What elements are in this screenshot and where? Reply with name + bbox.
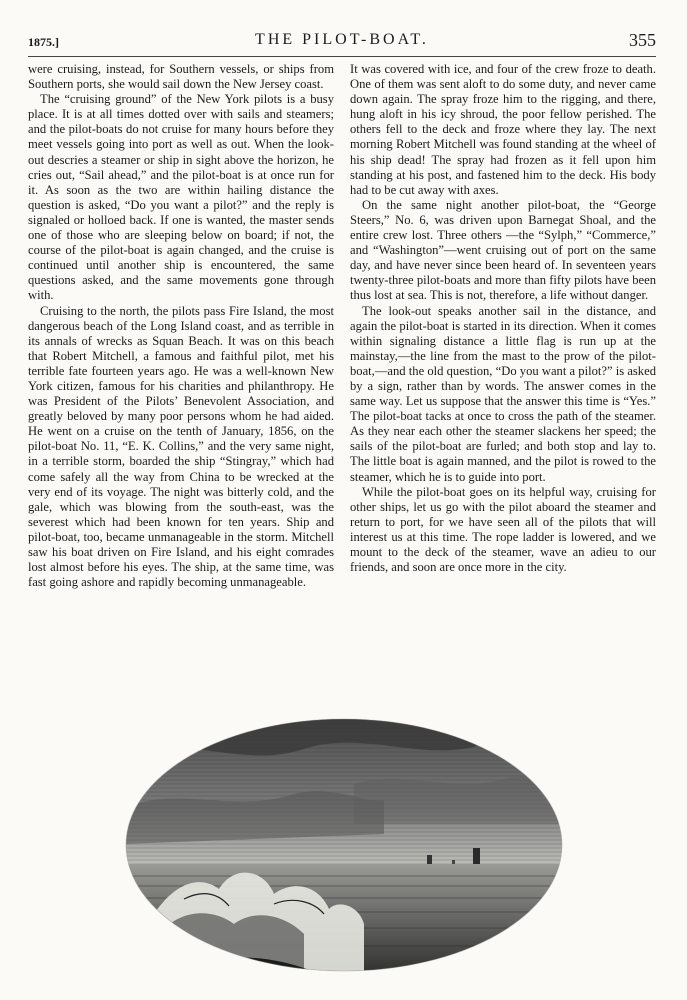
paragraph: The “cruising ground” of the New York pilots is a busy place. It is at all times dotted over with sails and steamers; and the pilot-boats do not cruise for many hours before they meet vessels going into port as well as out. When the look-out descries a steamer or ship in sight above the horizon, he cries out, “Sail ahead,” and the pilot-boat is at once run for it. As soon as the two are within hailing distance the question is asked, “Do you want a pilot?” and the reply is signaled or holloed back. If one is wanted, the master sends one of those who are sleeping below on board; if not, the course of the pilot-boat is again changed, and the cruise is continued until another ship is encountered, the same questions asked, and the same movements gone through with.: [28, 92, 334, 303]
paragraph: It was covered with ice, and four of the crew froze to death. One of them was sent aloft to do some duty, and never came down again. The spray froze him to the rigging, and there, hung aloft in his icy shroud, the poor fellow perished. The others fell to the deck and froze where they lay. The next morning Robert Mitchell was found standing at the wheel of his ship dead! The spray had frozen as it fell upon him standing at his post, and fastened him to the deck. His body had to be cut away with axes.: [350, 62, 656, 197]
paragraph: The look-out speaks another sail in the distance, and again the pilot-boat is started in its direction. When it comes within signaling distance a little flag is run up at the mainstay,—the line from the mast to the prow of the pilot-boat,—and the old question, “Do you want a pilot?” is asked by a sign, rather than by words. The answer comes in the same way. Let us suppose that the answer this time is “Yes.” The pilot-boat tacks at once to cross the path of the steamer. As they near each other the steamer slackens her speed; the sails of the pilot-boat are furled; and both stop and lay to. The little boat is again manned, and the pilot is rowed to the steamer, which he is to guide into port.: [350, 303, 656, 484]
text-columns: [28, 62, 656, 712]
paragraph: While the pilot-boat goes on its helpful way, cruising for other ships, let us go with the pilot aboard the steamer and return to port, for we have seen all of the pilots that will interest us at this time. The rope ladder is lowered, and we mount to the deck of the steamer, wave an adieu to our friends, and soon are once more in the city.: [350, 484, 656, 575]
header-title: THE PILOT-BOAT.: [255, 31, 429, 48]
paragraph: On the same night another pilot-boat, the “George Steers,” No. 6, was driven upon Barnegat Shoal, and the entire crew lost. Three others —the “Sylph,” “Commerce,” and “Washington”—went cruising out of port on the same day, and have never since been heard of. In seventeen years twenty-three pilot-boats and more than fifty pilots have been thus lost at sea. This is not, therefore, a life without danger.: [350, 197, 656, 303]
header-year: 1875.]: [28, 35, 59, 49]
left-column: [28, 62, 334, 712]
paragraph: were cruising, instead, for Southern vessels, or ships from Southern ports, she would sail down the New Jersey coast.: [28, 62, 334, 92]
paragraph: Cruising to the north, the pilots pass Fire Island, the most dangerous beach of the Long Island coast, and as terrible in its annals of wrecks as Squan Beach. It was on this beach that Robert Mitchell, a famous and faithful pilot, met his terrible fate fourteen years ago. He was a well-known New York citizen, famous for his charities and philanthropy. He was President of the Pilots’ Benevolent Association, and greatly beloved by many poor persons whom he had aided. He went on a cruise on the tenth of January, 1856, on the pilot-boat No. 11, “E. K. Collins,” and the very same night, in a terrible storm, boarded the ship “Stingray,” which had come safely all the way from China to be wrecked at the very end of its voyage. The night was bitterly cold, and the gale, which was blowing from the south-east, was the severest which had been known for ten years. Ship and pilot-boat, too, became unmanageable in the storm. Mitchell saw his boat driven on Fire Island, and his eight comrades lost almost before his eyes. The ship, at the same time, was fast going ashore and rapidly becoming unmanageable.: [28, 303, 334, 590]
right-column: [350, 62, 656, 712]
seascape-engraving: [124, 714, 564, 976]
page-number: 355: [629, 30, 656, 50]
running-header: [28, 30, 656, 52]
engraving-image: [124, 714, 564, 976]
header-rule: [28, 56, 656, 57]
